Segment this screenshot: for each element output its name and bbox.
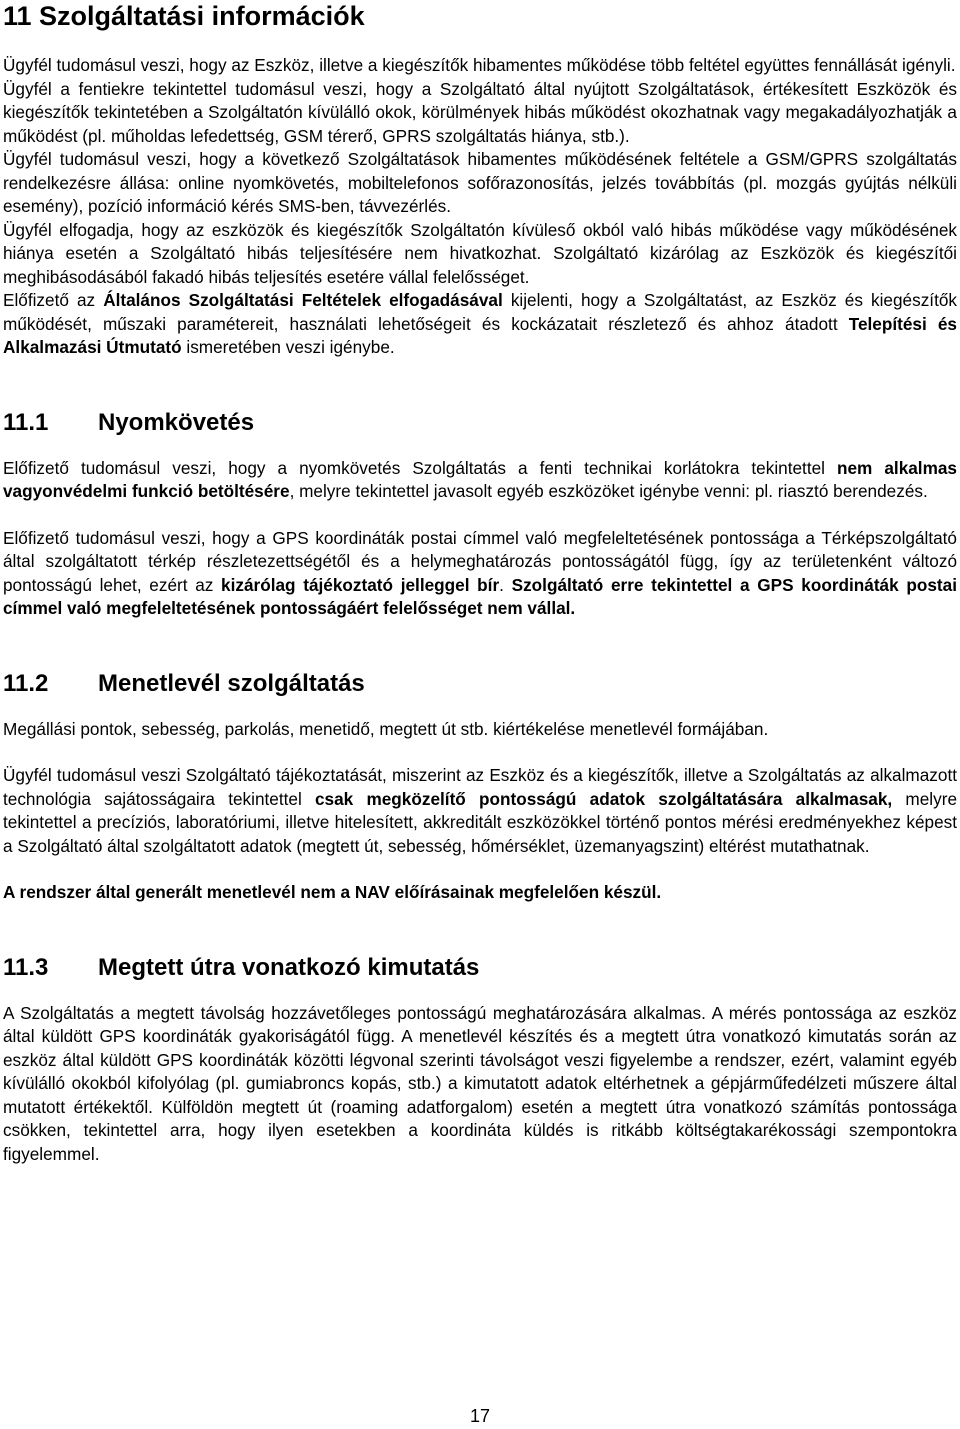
s1-paragraph-2 xyxy=(3,527,957,621)
text-run: , melyre tekintettel javasolt egyéb eszközöket igénybe venni: pl. riasztó berendezés. xyxy=(289,481,928,501)
s2-paragraph-1: Megállási pontok, sebesség, parkolás, menetidő, megtett út stb. kiértékelése menetlevél formájában. xyxy=(3,718,769,739)
text-run: ismeretében veszi igénybe. xyxy=(181,337,395,357)
document-page xyxy=(3,0,957,1166)
section-number: 11.3 xyxy=(3,953,49,981)
text-run: Előfizető tudomásul veszi, hogy a nyomkövetés Szolgáltatás a fenti technikai korlátokra tekintettel xyxy=(3,457,837,478)
intro-paragraph-2: Ügyfél a fentiekre tekintettel tudomásul veszi, hogy a Szolgáltató által nyújtott Szolgáltatások, értékesített Eszközök és kiegészítők tekintetében a Szolgáltatón kívülálló okok, körülmények hibás működést okozhatnak vagy megakadályozhatják a működést (pl. műholdas lefedettség, GSM térerő, GPRS szolgáltatás hiánya, stb.). xyxy=(3,78,957,146)
section-heading-11-2 xyxy=(3,669,957,699)
bold-text: Általános Szolgáltatási Feltételek elfogadásával xyxy=(103,290,503,310)
bold-text: A rendszer által generált menetlevél nem a NAV előírásainak megfelelően készül. xyxy=(3,882,662,902)
text-run: kijelenti, hogy a Szolgáltatást, az Eszköz és kiegészítők működését, műszaki paramétereit, használati lehetőségeit és kockázatait részletező és ahhoz átadott xyxy=(3,290,957,334)
page-number: 17 xyxy=(469,1406,491,1426)
text-run: Ügyfél tudomásul veszi Szolgáltató tájékoztatását, miszerint az Eszköz és a kiegészítők, illetve a Szolgáltatás az alkalmazott technológia sajátosságaira tekintettel xyxy=(3,765,957,809)
bold-text: kizárólag tájékoztató jelleggel bír xyxy=(221,574,500,595)
intro-paragraph-4: Ügyfél elfogadja, hogy az eszközök és kiegészítők Szolgáltatón kívüleső okból való hibás működése vagy működésének hiánya esetén a Szolgáltató hibás teljesítésére nem hivatkozhat. Szolgáltató kizárólag az Eszközök és kiegészítői meghibásodásából fakadó hibás teljesítés esetére vállal felelősséget. xyxy=(3,219,957,287)
section-heading-11-1 xyxy=(3,408,957,438)
intro-paragraph-5 xyxy=(3,289,957,360)
s3-paragraph-1: A Szolgáltatás a megtett távolság hozzávetőleges pontosságú meghatározására alkalmas. A mérés pontossága az eszköz által küldött GPS koordináták gyakoriságától függ. A menetlevél készítés és a megtett útra vonatkozó kimutatás során az eszköz által küldött GPS koordináták közötti légvonal szerinti távolságot veszi figyelembe a rendszer, ezért, valamint egyéb kívülálló okokból kifolyólag (pl. gumiabroncs kopás, stb.) a kimutatott adatok eltérhetnek a gépjárműfedélzeti műszere által mutatott értékektől. Külföldön megtett út (roaming adatforgalom) esetén a megtett útra vonatkozó számítás pontossága csökken, tekintettel arra, hogy ilyen esetekben a koordináta küldés is ritkább költségtakarékossági szempontokra figyelemmel. xyxy=(3,1002,957,1164)
s2-paragraph-3 xyxy=(3,881,957,905)
text-run: melyre tekintettel a precíziós, laboratóriumi, illetve hitelesített, akkreditált eszközökkel történő pontos mérési eredményekhez képest a Szolgáltató által szolgáltatott adatok (megtett út, sebesség, hőmérséklet, üzemanyagszint) eltérést mutathatnak. xyxy=(3,788,958,856)
bold-text: Telepítési és Alkalmazási Útmutató xyxy=(3,313,957,357)
section-number: 11.2 xyxy=(3,669,49,697)
text-run: Előfizető tudomásul veszi, hogy a GPS koordináták postai címmel való megfeleltetésének pontossága a Térképszolgáltató által szolgáltatott térkép részletezettségétől és a helymeghatározás pontosságától függ, így az területenként változó pontosságú lehet, ezért az xyxy=(3,527,957,595)
text-run: . xyxy=(499,574,512,595)
section-title: Megtett útra vonatkozó kimutatás xyxy=(98,953,480,981)
page-title: 11 Szolgáltatási információk xyxy=(3,1,365,31)
intro-paragraph-3: Ügyfél tudomásul veszi, hogy a következő Szolgáltatások hibamentes működésének feltétele a GSM/GPRS szolgáltatás rendelkezésre állása: online nyomkövetés, mobiltelefonos sofőrazonosítás, jelzés továbbítás (pl. mozgás gyújtás nélküli esemény), pozíció információ kérés SMS-ben, távvezérlés. xyxy=(3,149,957,216)
s1-paragraph-1 xyxy=(3,457,957,504)
bold-text: csak megközelítő pontosságú adatok szolgáltatására alkalmasak, xyxy=(315,788,893,809)
intro-paragraph-1: Ügyfél tudomásul veszi, hogy az Eszköz, illetve a kiegészítők hibamentes működése több feltétel együttes fennállását igényli. xyxy=(3,55,956,75)
bold-text: Szolgáltató erre tekintettel a GPS koordináták postai címmel való megfeleltetésének pontosságáért felelősséget nem vállal. xyxy=(3,574,957,618)
bold-text: nem alkalmas vagyonvédelmi funkció betöltésére xyxy=(3,457,957,501)
section-heading-11-3 xyxy=(3,953,957,983)
section-title: Nyomkövetés xyxy=(98,408,255,436)
s2-paragraph-2 xyxy=(3,764,957,858)
section-number: 11.1 xyxy=(3,408,49,436)
section-title: Menetlevél szolgáltatás xyxy=(98,669,365,697)
text-run: Előfizető az xyxy=(3,290,104,310)
